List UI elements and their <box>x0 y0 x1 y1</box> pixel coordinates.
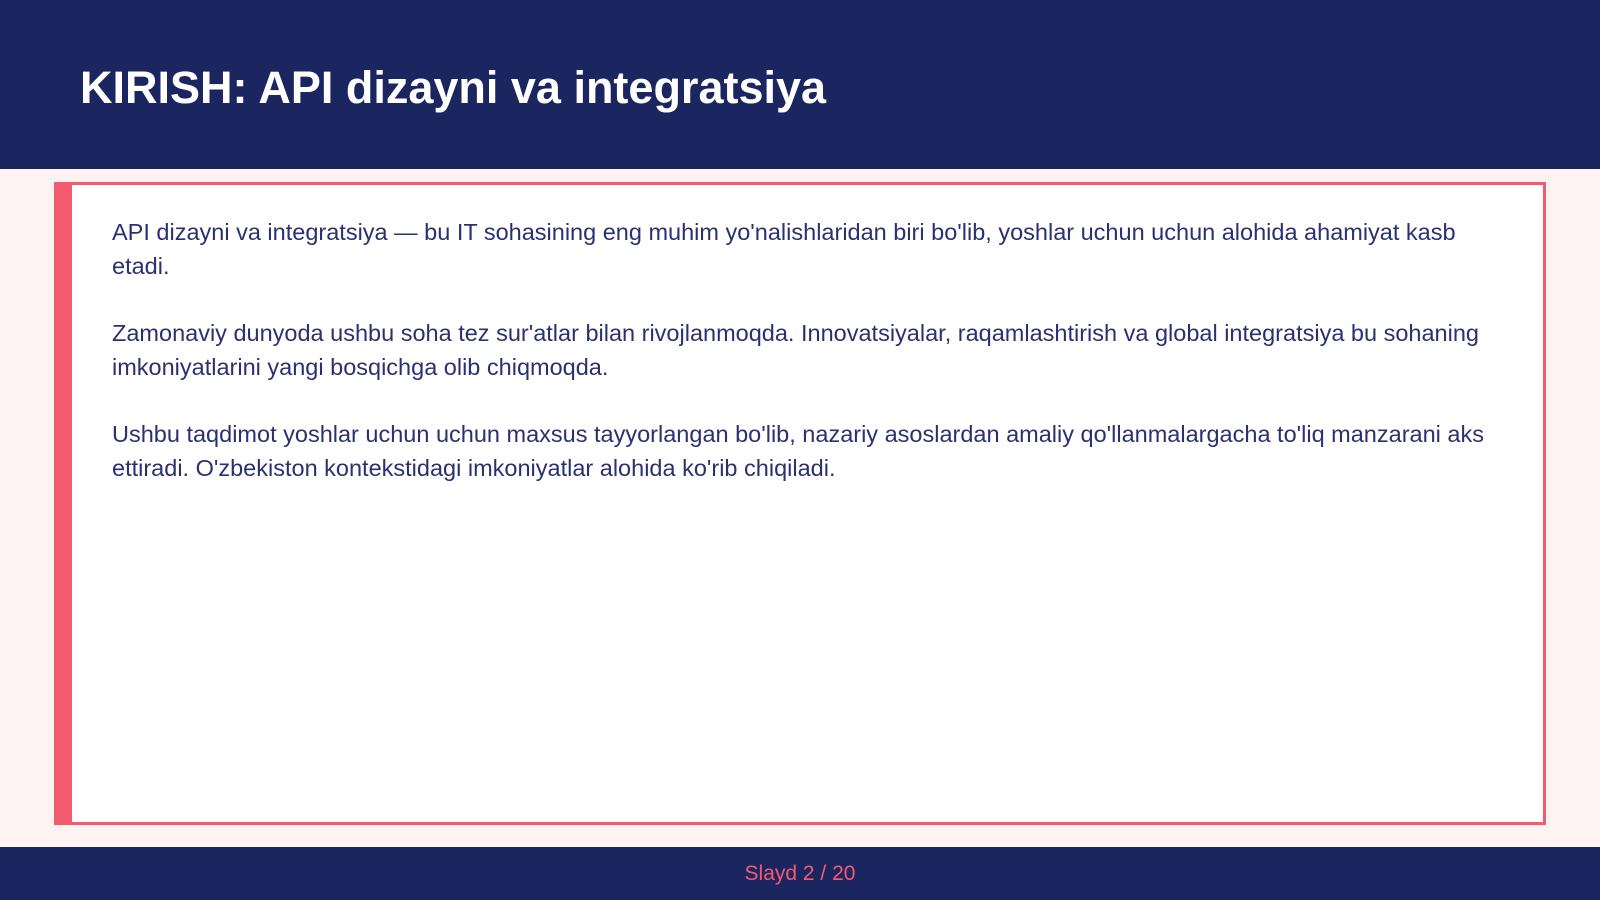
slide-number: Slayd 2 / 20 <box>744 862 856 885</box>
intro-paragraph-1: API dizayni va integratsiya — bu IT sohasining eng muhim yo'nalishlaridan biri bo'lib, yoshlar uchun uchun alohida ahamiyat kasb etadi. <box>112 219 1456 279</box>
slide-title: KIRISH: API dizayni va integratsiya <box>80 62 827 113</box>
slide-header <box>0 0 1600 169</box>
slide-footer <box>0 847 1600 900</box>
content-text <box>112 215 1512 518</box>
content-card <box>54 182 1546 825</box>
intro-paragraph-2: Zamonaviy dunyoda ushbu soha tez sur'atlar bilan rivojlanmoqda. Innovatsiyalar, raqamlashtirish va global integratsiya bu sohaning imkoniyatlarini yangi bosqichga olib chiqmoqda. <box>112 320 1479 380</box>
intro-paragraph-3: Ushbu taqdimot yoshlar uchun uchun maxsus tayyorlangan bo'lib, nazariy asoslardan amaliy qo'llanmalargacha to'liq manzarani aks ettiradi. O'zbekiston kontekstidagi imkoniyatlar alohida ko'rib chiqiladi. <box>112 421 1484 481</box>
